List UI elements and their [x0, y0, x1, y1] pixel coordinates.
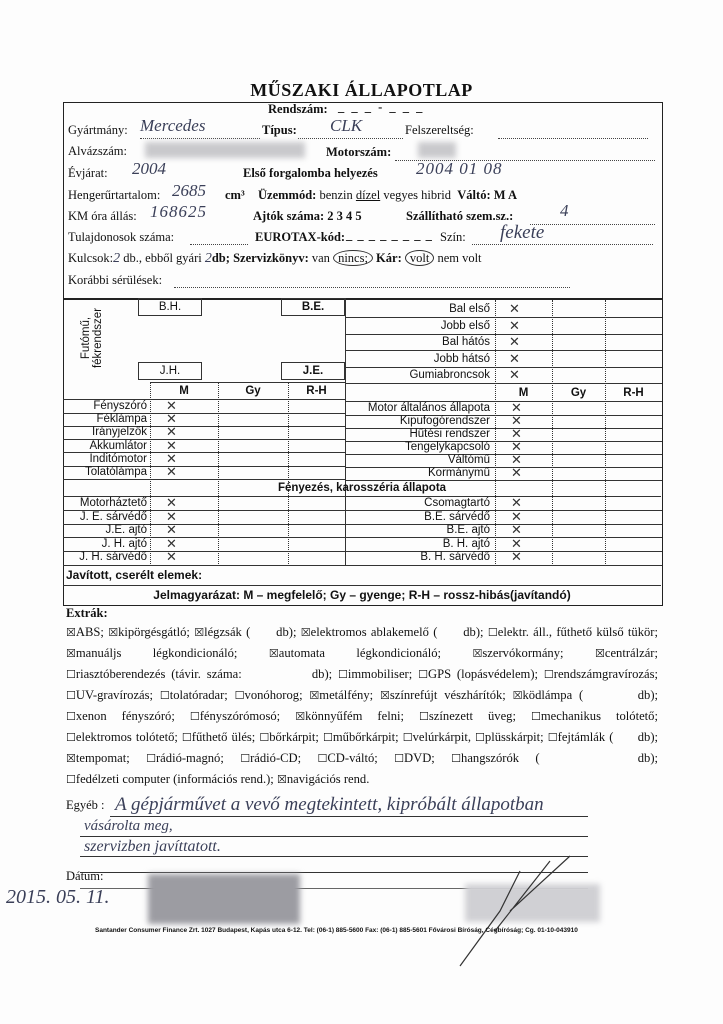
- extra-item-label: immobiliser;: [347, 667, 413, 681]
- uzemmod-vegyes: vegyes: [383, 188, 419, 202]
- db-label: db;: [211, 251, 230, 265]
- unchecked-box-icon[interactable]: ☐: [530, 710, 541, 723]
- wheel-box: J.H.: [138, 362, 202, 380]
- right-row-label: Kipufogórendszer: [399, 415, 490, 427]
- checked-box-icon[interactable]: ☒: [295, 710, 306, 723]
- unchecked-box-icon[interactable]: ☐: [322, 731, 333, 744]
- column-header-left: R-H: [306, 385, 327, 397]
- uzemmod-hibrid: hibrid: [421, 188, 452, 202]
- check-mark: ✕: [166, 496, 177, 511]
- extra-item-label: könnyűfém felni;: [305, 709, 405, 723]
- extra-item-label: rádió-magnó;: [155, 751, 224, 765]
- szervizkonyv-label: Szervizkönyv:: [233, 251, 309, 265]
- extra-item-label: rendszámgravírozás;: [553, 667, 658, 681]
- check-mark: ✕: [509, 351, 520, 367]
- uzemmod-benzin: benzin: [319, 188, 353, 202]
- left-row-label: Féklámpa: [96, 413, 147, 426]
- elso-forgalom-value: 2004 01 08: [416, 159, 503, 178]
- rendszam-value: _ _ _ - _ _ _: [338, 100, 425, 114]
- eurotax-label: EUROTAX-kód:: [255, 230, 346, 244]
- unchecked-box-icon[interactable]: ☐: [240, 752, 251, 765]
- column-header-right: M: [518, 387, 529, 399]
- check-mark: ✕: [509, 335, 520, 350]
- extra-item-label: fényszórómosó;: [199, 709, 281, 723]
- henger-value: 2685: [172, 181, 206, 200]
- check-mark: ✕: [511, 496, 522, 511]
- checked-box-icon[interactable]: ☒: [66, 647, 76, 660]
- right-row-label: Váltómű: [447, 454, 490, 466]
- extra-item-label: kipörgésgátló;: [118, 625, 190, 639]
- futomu-row-label: Jobb első: [440, 319, 490, 332]
- signature-redacted-left: [148, 874, 300, 924]
- szallithato-value: 4: [560, 201, 569, 220]
- body-left-row-label: J. H. sárvédő: [79, 551, 147, 564]
- extra-item-label: hangszórók ( db);: [461, 751, 659, 765]
- check-mark: ✕: [511, 427, 522, 442]
- futomu-label: Futómű, fékrendszer: [80, 307, 104, 369]
- unchecked-box-icon[interactable]: ☐: [547, 731, 558, 744]
- unchecked-box-icon[interactable]: ☐: [189, 710, 200, 723]
- unchecked-box-icon[interactable]: ☐: [338, 668, 348, 681]
- extra-item-label: vonóhorog;: [244, 688, 303, 702]
- extra-item-label: GPS (lopásvédelem);: [427, 667, 539, 681]
- ajtok-label: Ajtók száma: 2 3 4 5: [253, 209, 362, 223]
- check-mark: ✕: [166, 451, 177, 467]
- extra-item-label: DVD;: [404, 751, 435, 765]
- left-row-label: Tolatólámpa: [84, 466, 147, 478]
- check-mark: ✕: [511, 401, 522, 416]
- szin-label: Szín:: [440, 230, 466, 244]
- eurotax-value: _ _ _ _ _ _ _ _: [346, 228, 433, 242]
- check-mark: ✕: [511, 509, 522, 525]
- korabbi-label: Korábbi sérülések:: [68, 273, 163, 287]
- checked-box-icon[interactable]: ☒: [309, 689, 320, 702]
- unchecked-box-icon[interactable]: ☐: [487, 626, 498, 639]
- szervizkonyv-van: van: [311, 251, 330, 265]
- checked-box-icon[interactable]: ☒: [595, 647, 605, 660]
- unchecked-box-icon[interactable]: ☐: [259, 731, 270, 744]
- right-row-label: Hűtési rendszer: [409, 428, 490, 440]
- checked-box-icon[interactable]: ☒: [108, 626, 119, 639]
- javitott-label: Javított, cserélt elemek:: [66, 568, 203, 582]
- extra-item-label: bőrkárpit;: [269, 730, 319, 744]
- extra-item-label: elektromos tolótető;: [75, 730, 178, 744]
- extra-item-label: ABS;: [75, 625, 104, 639]
- right-row-label: Motor általános állapota: [367, 402, 490, 414]
- column-header-left: Gy: [245, 385, 261, 397]
- column-header-left: M: [179, 385, 189, 397]
- check-mark: ✕: [511, 550, 522, 566]
- kulcsok-value: 2: [113, 251, 121, 266]
- unchecked-box-icon[interactable]: ☐: [66, 668, 76, 681]
- check-mark: ✕: [511, 466, 522, 481]
- check-mark: ✕: [166, 399, 177, 414]
- body-left-row-label: Motorháztető: [79, 497, 147, 509]
- futomu-row-label: Jobb hátsó: [433, 352, 490, 365]
- checked-box-icon[interactable]: ☒: [276, 773, 287, 786]
- checked-box-icon[interactable]: ☒: [512, 689, 523, 702]
- extra-item-label: plüsskárpit;: [484, 730, 544, 744]
- checked-box-icon[interactable]: ☒: [300, 626, 311, 639]
- gyartmany-label: Gyártmány:: [68, 123, 128, 137]
- henger-unit: cm³: [225, 188, 245, 202]
- elso-forgalom-label: Első forgalomba helyezés: [243, 166, 378, 180]
- body-left-row-label: J.E. ajtó: [105, 524, 147, 537]
- check-mark: ✕: [511, 523, 522, 539]
- extra-item-label: műbőrkárpit;: [332, 730, 399, 744]
- uzemmod-dizel: dízel: [355, 188, 381, 202]
- left-row-label: Fényszóró: [93, 400, 147, 412]
- extra-item-label: elektr. áll., fűthető külső tükör;: [497, 625, 658, 639]
- egyeb-label: Egyéb :: [66, 798, 105, 812]
- unchecked-box-icon[interactable]: ☐: [66, 689, 76, 702]
- check-mark: ✕: [511, 440, 522, 455]
- extra-item-label: tempomat;: [75, 751, 130, 765]
- unchecked-box-icon[interactable]: ☐: [66, 731, 76, 744]
- kar-volt: volt: [405, 250, 434, 266]
- left-row-label: Irányjelzők: [92, 426, 147, 439]
- left-row-label: Inditómotor: [89, 452, 147, 465]
- unchecked-box-icon[interactable]: ☐: [394, 752, 404, 765]
- lower-section: [0, 16, 723, 1024]
- column-header-right: Gy: [570, 387, 587, 399]
- henger-label: Hengerűrtartalom:: [68, 188, 161, 202]
- left-row-label: Akkumlátor: [89, 439, 147, 452]
- check-mark: ✕: [166, 509, 177, 525]
- ebbol-label: db., ebből gyári: [123, 251, 202, 265]
- unchecked-box-icon[interactable]: ☐: [159, 689, 170, 702]
- check-mark: ✕: [166, 425, 177, 441]
- extra-item-label: elektromos ablakemelő ( db);: [310, 625, 484, 639]
- legend: Jelmagyarázat: M – megfelelő; Gy – gyenge; R-H – rossz-hibás(javítandó): [153, 588, 571, 602]
- body-right-row-label: B.E. sárvédő: [424, 510, 490, 523]
- unchecked-box-icon[interactable]: ☐: [317, 752, 328, 765]
- check-mark: ✕: [166, 536, 177, 552]
- extra-item-label: UV-gravírozás;: [75, 688, 154, 702]
- szervizkonyv-nincs: nincs;: [333, 250, 373, 266]
- extra-item-label: metálfény;: [319, 688, 374, 702]
- alvazszam-label: Alvázszám:: [68, 144, 128, 158]
- checked-box-icon[interactable]: ☒: [268, 647, 279, 660]
- body-right-row-label: B. H. ajtó: [442, 537, 490, 550]
- extra-item-label: színrefújt vészhárítók;: [389, 688, 506, 702]
- felszereltseg-label: Felszereltség:: [405, 123, 474, 137]
- check-mark: ✕: [511, 536, 522, 552]
- check-mark: ✕: [509, 318, 520, 334]
- extra-item-label: xenon fényszóró;: [75, 709, 175, 723]
- extra-item-label: riasztóberendezés (távir. száma: db);: [75, 667, 333, 681]
- extra-item-label: CD-váltó;: [327, 751, 378, 765]
- futomu-row-label: Bal első: [449, 303, 490, 315]
- check-mark: ✕: [509, 368, 520, 383]
- footer-company-info: Santander Consumer Finance Zrt. 1027 Budapest, Kapás utca 6-12. Tel: (06-1) 885-5600 Fax: (06-1) 885-5601 Fővárosi Bíróság, Cégbíróság; Cg. 01-10-043910: [95, 927, 578, 934]
- egyeb-line-3: szervizben javíttatott.: [84, 838, 221, 855]
- extra-item-label: velúrkárpit,: [412, 730, 471, 744]
- futomu-row-label: Bal hátós: [442, 336, 490, 348]
- extra-item-label: szervókormány;: [482, 646, 564, 660]
- check-mark: ✕: [511, 414, 522, 429]
- szallithato-label: Szállítható szem.sz.:: [406, 209, 514, 223]
- extra-item-label: mechanikus tolótető;: [540, 709, 658, 723]
- body-right-row-label: Csomagtartó: [424, 497, 490, 509]
- rendszam-label: Rendszám:: [268, 102, 328, 116]
- checked-box-icon[interactable]: ☒: [472, 647, 483, 660]
- right-row-label: Kormánymű: [428, 467, 490, 479]
- body-section-title: Fényezés, karosszéria állapota: [277, 482, 447, 494]
- wheel-box: B.H.: [138, 298, 202, 316]
- extras-title: Extrák:: [66, 606, 108, 620]
- check-mark: ✕: [511, 453, 522, 468]
- checked-box-icon[interactable]: ☒: [66, 626, 76, 639]
- check-mark: ✕: [166, 412, 177, 428]
- unchecked-box-icon[interactable]: ☐: [66, 773, 76, 786]
- extra-item-label: fedélzeti computer (információs rend.);: [75, 772, 274, 786]
- kar-label: Kár:: [376, 251, 402, 265]
- unchecked-box-icon[interactable]: ☐: [418, 668, 428, 681]
- body-left-row-label: J. H. ajtó: [101, 537, 147, 550]
- futomu-row-label: Gumiabroncsok: [409, 369, 490, 381]
- wheel-box: J.E.: [281, 362, 345, 380]
- column-header-right: R-H: [623, 387, 644, 399]
- extra-item-label: automata légkondicionáló;: [278, 646, 442, 660]
- unchecked-box-icon[interactable]: ☐: [181, 731, 192, 744]
- szin-value: fekete: [500, 222, 545, 243]
- unchecked-box-icon[interactable]: ☐: [475, 731, 485, 744]
- unchecked-box-icon[interactable]: ☐: [402, 731, 413, 744]
- egyeb-line-1: A gépjárművet a vevő megtekintett, kipróbált állapotban: [115, 794, 544, 815]
- unchecked-box-icon[interactable]: ☐: [543, 668, 554, 681]
- gyartmany-value: Mercedes: [140, 116, 206, 135]
- extra-item-label: tolatóradar;: [169, 688, 228, 702]
- gyari-value: 2: [204, 251, 212, 266]
- checked-box-icon[interactable]: ☒: [379, 689, 390, 702]
- uzemmod-label: Üzemmód:: [258, 188, 317, 202]
- extra-item-label: ködlámpa ( db);: [522, 688, 659, 702]
- unchecked-box-icon[interactable]: ☐: [146, 752, 156, 765]
- evjarat-value: 2004: [132, 159, 166, 178]
- extra-item-label: fejtámlák ( db);: [557, 730, 659, 744]
- evjarat-label: Évjárat:: [68, 166, 108, 180]
- body-right-row-label: B. H. sárvédő: [420, 551, 490, 564]
- egyeb-line-2: vásárolta meg,: [84, 818, 173, 834]
- kar-nem-volt: nem volt: [437, 251, 482, 265]
- motorszam-label: Motorszám:: [326, 145, 392, 159]
- check-mark: ✕: [166, 465, 177, 480]
- extra-item-label: navigációs rend.: [286, 772, 370, 786]
- extra-item-label: légzsák ( db);: [204, 625, 297, 639]
- datum-label: Dátum:: [66, 869, 104, 883]
- valto-label: Váltó: M A: [457, 188, 517, 202]
- page-title: MŰSZAKI ÁLLAPOTLAP: [250, 80, 473, 100]
- right-row-label: Tengelykapcsoló: [404, 441, 490, 453]
- check-mark: ✕: [509, 302, 520, 317]
- signature-stroke: [450, 851, 590, 971]
- km-label: KM óra állás:: [68, 209, 137, 223]
- extra-item-label: rádió-CD;: [250, 751, 302, 765]
- check-mark: ✕: [166, 550, 177, 566]
- datum-value: 2015. 05. 11.: [6, 886, 110, 908]
- tipus-label: Típus:: [262, 123, 297, 137]
- body-right-row-label: B.E. ajtó: [446, 524, 490, 537]
- km-value: 168625: [150, 202, 207, 221]
- unchecked-box-icon[interactable]: ☐: [451, 752, 462, 765]
- check-mark: ✕: [166, 438, 177, 454]
- extra-item-label: színezett üveg;: [428, 709, 516, 723]
- check-mark: ✕: [166, 523, 177, 539]
- tipus-value: CLK: [330, 116, 363, 135]
- unchecked-box-icon[interactable]: ☐: [419, 710, 429, 723]
- unchecked-box-icon[interactable]: ☐: [234, 689, 245, 702]
- wheel-box: B.E.: [281, 298, 345, 316]
- unchecked-box-icon[interactable]: ☐: [66, 710, 76, 723]
- extra-item-label: fűthető ülés;: [191, 730, 256, 744]
- kulcsok-label: Kulcsok:: [68, 251, 114, 265]
- body-left-row-label: J. E. sárvédő: [79, 510, 147, 523]
- extra-item-label: manuáljs légkondicionáló;: [75, 646, 238, 660]
- checked-box-icon[interactable]: ☒: [194, 626, 205, 639]
- tulaj-label: Tulajdonosok száma:: [68, 230, 175, 244]
- checked-box-icon[interactable]: ☒: [66, 752, 76, 765]
- extra-item-label: centrálzár;: [604, 646, 659, 660]
